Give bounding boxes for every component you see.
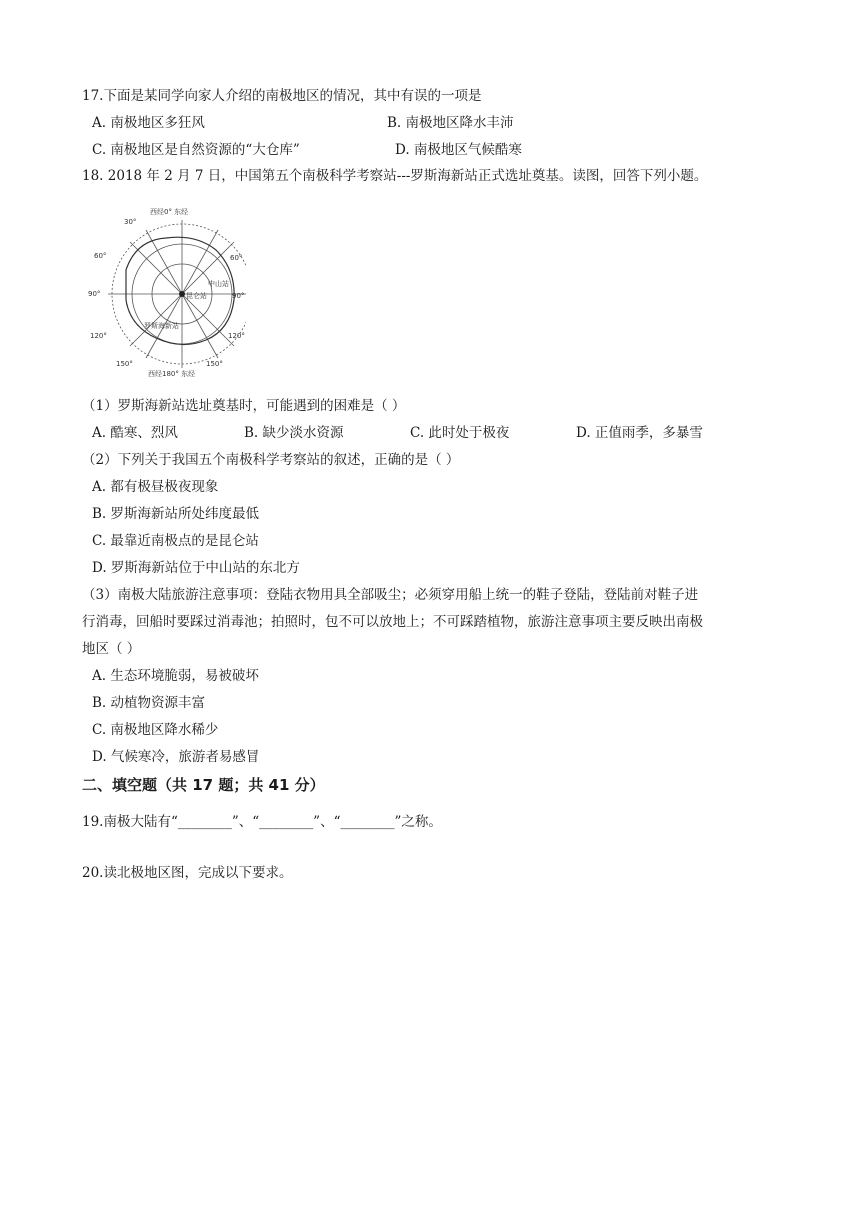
q18-sub1-option-d: D. 正值雨季，多暴雪 [576, 425, 703, 441]
map-label-60e: 60° [230, 254, 243, 262]
q18-sub1-option-a: A. 酷寒、烈风 [92, 425, 178, 441]
q17-stem: 17.下面是某同学向家人介绍的南极地区的情况，其中有误的一项是 [82, 88, 482, 104]
section2-heading: 二、填空题（共 17 题；共 41 分） [82, 776, 325, 794]
map-label-120w: 120° [90, 332, 107, 340]
q18-sub3-stem-line2: 行消毒，回船时要踩过消毒池；拍照时，包不可以放地上；不可踩踏植物，旅游注意事项主要反映出南极 [82, 614, 703, 630]
q17-option-b: B. 南极地区降水丰沛 [387, 115, 514, 131]
q18-sub2-option-d: D. 罗斯海新站位于中山站的东北方 [92, 560, 300, 576]
map-label-bottom: 西经180° 东经 [148, 370, 196, 378]
pole-marker [179, 291, 185, 297]
map-label-90w: 90° [88, 290, 101, 298]
map-label-60w: 60° [94, 252, 107, 260]
q19-stem: 19.南极大陆有“________”、“________”、“________”之称。 [82, 814, 442, 830]
q18-sub3-stem-line3: 地区（ ） [82, 641, 141, 657]
map-label-150e: 150° [206, 360, 223, 368]
q18-stem: 18. 2018 年 2 月 7 日，中国第五个南极科学考察站---罗斯海新站正式选址奠基。读图，回答下列小题。 [82, 168, 708, 184]
antarctic-station-map [86, 200, 246, 378]
map-label-pole: 昆仑站 [186, 292, 207, 300]
q18-sub2-option-b: B. 罗斯海新站所处纬度最低 [92, 506, 260, 522]
q20-stem: 20.读北极地区图，完成以下要求。 [82, 865, 293, 881]
q18-sub2-stem: （2）下列关于我国五个南极科学考察站的叙述，正确的是（ ） [82, 452, 460, 468]
q17-option-d: D. 南极地区气候酷寒 [395, 142, 522, 158]
map-label-30: 30° [124, 218, 137, 226]
map-label-top: 西经0° 东经 [150, 208, 189, 216]
map-label-rossnew: 罗斯海新站 [144, 322, 179, 330]
q17-option-a: A. 南极地区多狂风 [92, 115, 205, 131]
map-label-120e: 120° [228, 332, 245, 340]
q18-sub1-option-c: C. 此时处于极夜 [410, 425, 510, 441]
q17-option-c: C. 南极地区是自然资源的“大仓库” [92, 142, 300, 158]
q18-sub3-option-b: B. 动植物资源丰富 [92, 695, 206, 711]
q18-sub2-option-a: A. 都有极昼极夜现象 [92, 479, 219, 495]
q18-sub3-option-a: A. 生态环境脆弱，易被破坏 [92, 668, 259, 684]
q18-sub1-stem: （1）罗斯海新站选址奠基时，可能遇到的困难是（ ） [82, 398, 406, 414]
map-label-150w: 150° [116, 360, 133, 368]
map-label-90e: 90° [232, 292, 245, 300]
q18-sub3-option-d: D. 气候寒冷，旅游者易感冒 [92, 749, 260, 765]
q18-sub2-option-c: C. 最靠近南极点的是昆仑站 [92, 533, 259, 549]
q18-sub1-option-b: B. 缺少淡水资源 [244, 425, 344, 441]
q18-sub3-option-c: C. 南极地区降水稀少 [92, 722, 219, 738]
map-label-zhongshan: 中山站 [208, 280, 229, 288]
q18-sub3-stem-line1: （3）南极大陆旅游注意事项：登陆衣物用具全部吸尘；必须穿用船上统一的鞋子登陆，登陆前对鞋子进 [82, 587, 699, 603]
